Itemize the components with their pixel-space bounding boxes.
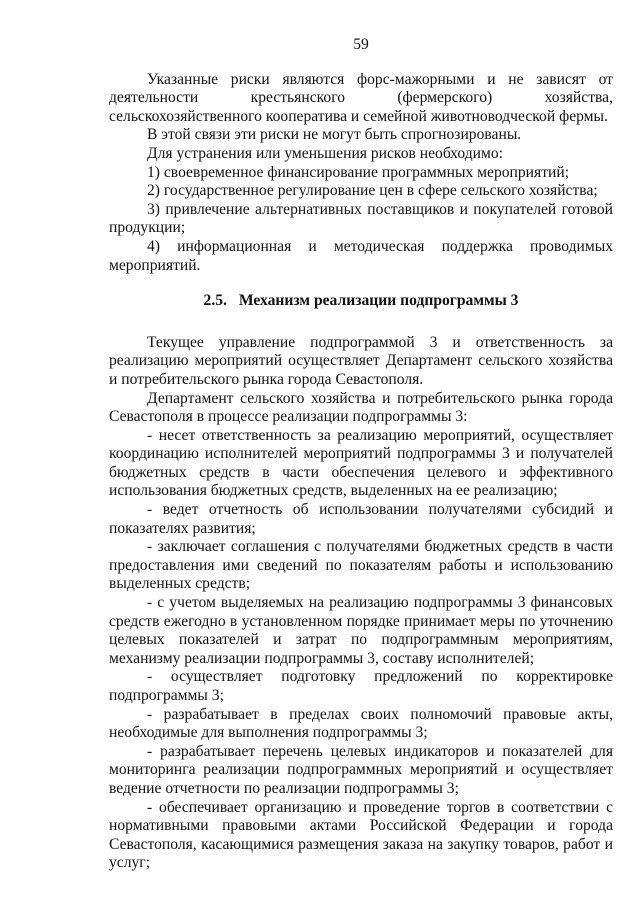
section-title: Механизм реализации подпрограммы 3 [238,292,519,310]
list-item: - разрабатывает перечень целевых индикаторов и показателей для мониторинга реализации подпрограммных мероприятий и осуществляет ведение отчетности по реализации подпрограммы 3; [109,742,613,797]
list-item: 2) государственное регулирование цен в сфере сельского хозяйства; [147,182,598,200]
page-number: 59 [353,36,369,53]
section-number: 2.5. [203,292,227,310]
list-item: - с учетом выделяемых на реализацию подпрограммы 3 финансовых средств ежегодно в установленном порядке принимает меры по уточнению целевых показателей и затрат по подпрограммным мероприятиям, механизму реализации подпрограммы 3, составу исполнителей; [109,594,613,667]
paragraph: Указанные риски являются форс-мажорными и не зависят от деятельности крестьянского (фермерского) хозяйства, сельскохозяйственного кооператива и семейной животноводческой фермы. [109,70,613,125]
section-heading [109,292,613,311]
document-page [109,36,613,873]
list-item: - заключает соглашения с получателями бюджетных средств в части предоставления ими сведений по показателям работы и использованию выделенных средств; [109,538,613,593]
paragraph: Текущее управление подпрограммой 3 и ответственность за реализацию мероприятий осуществляет Департамент сельского хозяйства и потребительского рынка города Севастополя. [109,333,613,388]
risks-section [109,71,613,276]
list-item: - ведет отчетность об использовании получателями субсидий и показателях развития; [109,501,613,537]
list-item: 3) привлечение альтернативных поставщиков и покупателей готовой продукции; [109,200,613,237]
list-item: 4) информационная и методическая поддержка проводимых мероприятий. [109,237,613,274]
list-item: - разрабатывает в пределах своих полномочий правовые акты, необходимые для выполнения подпрограммы 3; [109,705,613,742]
paragraph: В этой связи эти риски не могут быть спрогнозированы. [147,126,522,144]
list-item: - обеспечивает организацию и проведение торгов в соответствии с нормативными правовыми актами Российской Федерации и города Севастополя, касающимися размещения заказа на закупку товаров, работ и услуг; [109,798,613,872]
list-item: - осуществляет подготовку предложений по корректировке подпрограммы 3; [109,668,613,704]
paragraph: Для устранения или уменьшения рисков необходимо: [147,144,503,162]
list-item: - несет ответственность за реализацию мероприятий, осуществляет координацию исполнителей мероприятий подпрограммы 3 и получателей бюджетных средств в части обеспечения целевого и эффективного использования бюджетных средств, выделенных на ее реализацию; [109,426,613,500]
mechanism-section [109,334,613,873]
list-item: 1) своевременное финансирование программных мероприятий; [147,163,570,181]
paragraph: Департамент сельского хозяйства и потребительского рынка города Севастополя в процессе реализации подпрограммы 3: [109,389,613,426]
